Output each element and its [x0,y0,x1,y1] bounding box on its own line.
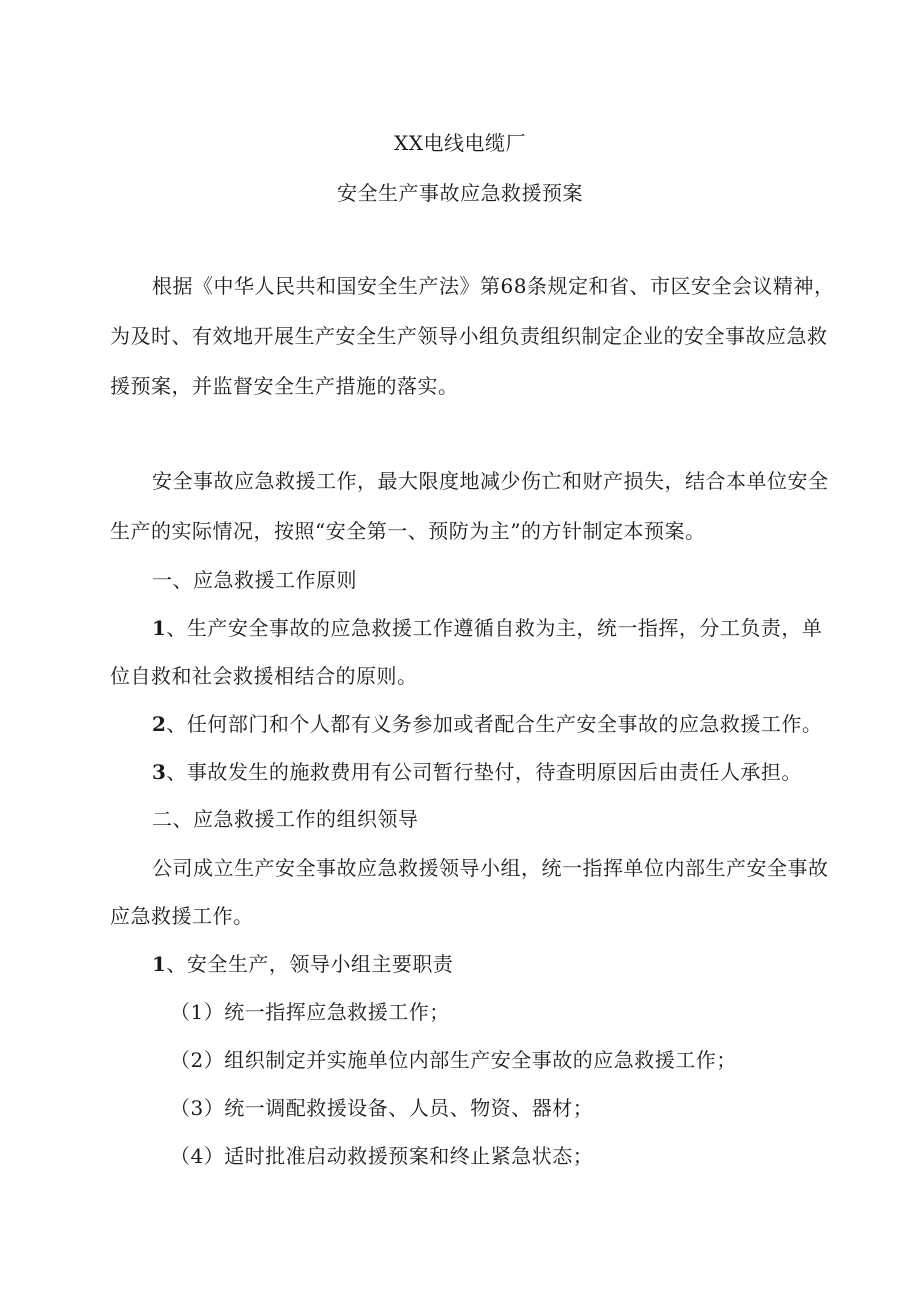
duty-item-3: （3）统一调配救援设备、人员、物资、器材； [170,1096,594,1120]
principle-item-2-number: 2 [152,712,167,736]
intro-paragraph-line-1: 根据《中华人民共和国安全生产法》第68条规定和省、市区安全会议精神， [152,274,835,298]
principle-item-3 [152,759,802,785]
principle-item-1-line-2: 位自救和社会救援相结合的原则。 [110,664,418,688]
document-title-plan: 安全生产事故应急救援预案 [337,181,583,205]
document-title-company: XX电线电缆厂 [394,131,526,155]
intro-paragraph-line-2: 为及时、有效地开展生产安全生产领导小组负责组织制定企业的安全事故应急救 [110,324,828,348]
principle-item-2-text: 、任何部门和个人都有义务参加或者配合生产安全事故的应急救援工作。 [166,712,823,736]
subsection-1-text: 、安全生产，领导小组主要职责 [166,952,454,976]
organization-paragraph-line-2: 应急救援工作。 [110,904,254,928]
section-2-heading: 二、应急救援工作的组织领导 [152,807,419,831]
principle-item-3-text: 、事故发生的施救费用有公司暂行垫付，待查明原因后由责任人承担。 [166,760,802,784]
subsection-1-number: 1 [152,952,167,976]
principle-item-3-number: 3 [152,760,167,784]
intro-paragraph-line-3: 援预案，并监督安全生产措施的落实。 [110,374,459,398]
duty-item-4: （4）适时批准启动救援预案和终止紧急状态； [170,1144,594,1168]
organization-paragraph-line-1: 公司成立生产安全事故应急救援领导小组，统一指挥单位内部生产安全事故 [152,856,829,880]
duty-item-1: （1）统一指挥应急救援工作； [170,1000,450,1024]
principle-item-1-text: 、生产安全事故的应急救援工作遵循自救为主，统一指挥，分工负责，单 [166,616,823,640]
purpose-paragraph-line-2: 生产的实际情况，按照“安全第一、预防为主”的方针制定本预案。 [110,519,706,543]
section-1-heading: 一、应急救援工作原则 [152,568,357,592]
duty-item-2: （2）组织制定并实施单位内部生产安全事故的应急救援工作； [170,1048,737,1072]
principle-item-1-number: 1 [152,616,167,640]
purpose-paragraph-line-1: 安全事故应急救援工作，最大限度地减少伤亡和财产损失，结合本单位安全 [152,469,829,493]
subsection-1-heading [152,951,453,977]
principle-item-2 [152,711,822,737]
principle-item-1-line-1 [152,615,822,641]
